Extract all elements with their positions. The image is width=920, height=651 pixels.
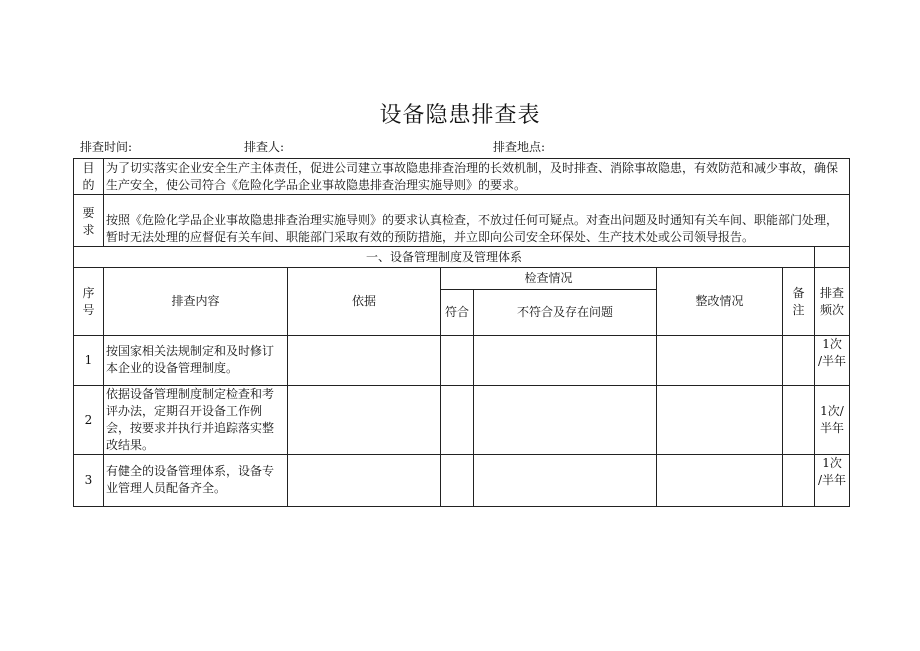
page-title: 设备隐患排查表 [379,103,541,128]
row-freq-line-1: 1次 [822,337,842,351]
conform-header: 符合 [441,290,474,336]
requirement-text: 按照《危险化学品企业事故隐患排查治理实施导则》的要求认真检查，不放过任何可疑点。对查出问题及时通知有关车间、职能部门处理，暂时无法处理的应督促有关车间、职能部门采取有效的预防措施，并立即向公司安全环保处、生产技术处或公司领导报告。 [104,195,850,247]
row-conform [441,336,474,386]
table-row [74,386,850,455]
nonconform-header: 不符合及存在问题 [474,290,657,336]
section-row [74,247,850,268]
purpose-text: 为了切实落实企业安全生产主体责任，促进公司建立事故隐患排查治理的长效机制，及时排查、消除事故隐患，有效防范和减少事故，确保生产安全，使公司符合《危险化学品企业事故隐患排查治理实施导则》的要求。 [104,159,850,195]
remark-header-char-2: 注 [792,302,805,317]
row-nonconform [474,386,657,455]
requirement-label-char-1: 要 [82,206,95,220]
row-content: 有健全的设备管理体系，设备专业管理人员配备齐全。 [104,455,288,507]
row-rectify [657,336,783,386]
check-time-label: 排查时间: [80,140,133,154]
purpose-row [74,159,850,195]
row-remark [783,386,815,455]
row-nonconform [474,336,657,386]
seq-header-char-1: 序 [82,285,95,300]
row-conform [441,455,474,507]
row-freq-line-1: 1次/ [820,404,844,418]
header-row-1 [74,268,850,290]
purpose-label [74,159,104,195]
row-nonconform [474,455,657,507]
row-remark [783,336,815,386]
table-row [74,455,850,507]
row-freq-line-2: /半年 [818,473,847,487]
table-row [74,336,850,386]
row-freq [815,386,850,455]
location-label: 排查地点: [493,140,546,154]
row-conform [441,386,474,455]
requirement-label-char-2: 求 [82,223,95,237]
remark-header [783,268,815,336]
row-basis [288,336,441,386]
freq-header-line-1: 排查 [820,285,845,300]
row-basis [288,386,441,455]
row-content: 按国家相关法规制定和及时修订本企业的设备管理制度。 [104,336,288,386]
requirement-row [74,195,850,247]
freq-header-line-2: 频次 [820,302,845,317]
content-header: 排查内容 [104,268,288,336]
inspection-table [73,158,850,507]
row-freq-line-1: 1次 [822,456,842,470]
checker-label: 排查人: [244,140,285,154]
inspection-header: 检查情况 [441,268,657,290]
row-freq [815,336,850,386]
row-seq: 1 [74,336,104,386]
remark-header-char-1: 备 [792,285,805,300]
purpose-label-char-2: 的 [82,177,95,192]
row-remark [783,455,815,507]
section-title: 一、设备管理制度及管理体系 [74,247,815,268]
rectify-header: 整改情况 [657,268,783,336]
seq-header [74,268,104,336]
row-freq-line-2: 半年 [820,421,845,435]
row-seq: 2 [74,386,104,455]
requirement-label [74,195,104,247]
row-freq-line-2: /半年 [818,354,847,368]
row-content: 依据设备管理制度制定检查和考评办法，定期召开设备工作例会，按要求并执行并追踪落实整改结果。 [104,386,288,455]
basis-header: 依据 [288,268,441,336]
freq-header [815,268,850,336]
row-rectify [657,455,783,507]
purpose-label-char-1: 目 [82,160,95,175]
section-empty-cell [815,247,850,268]
row-rectify [657,386,783,455]
row-basis [288,455,441,507]
row-seq: 3 [74,455,104,507]
row-freq [815,455,850,507]
seq-header-char-2: 号 [82,302,95,317]
